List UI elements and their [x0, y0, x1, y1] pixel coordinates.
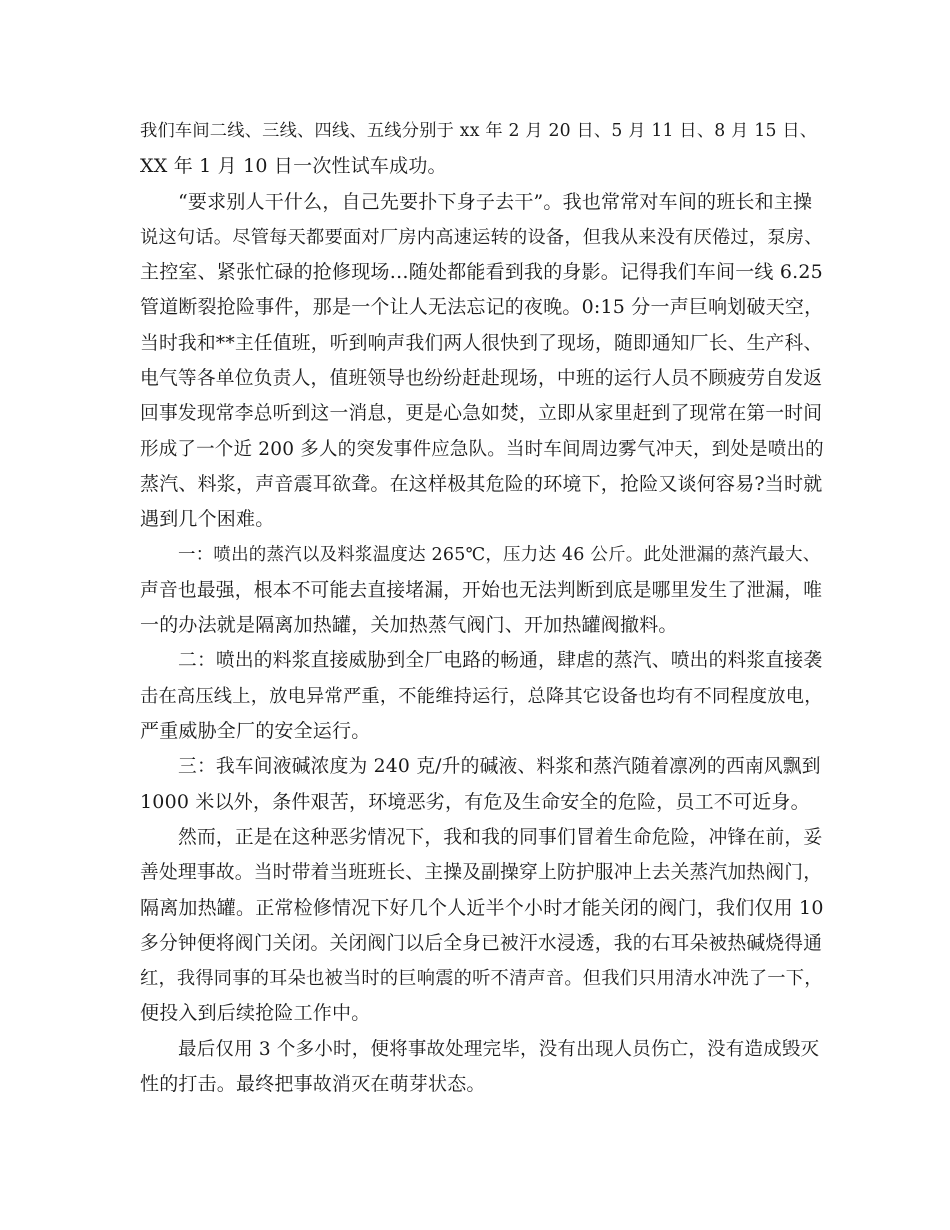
- text-line: 蒸汽、料浆，声音震耳欲聋。在这样极其危险的环境下，抢险又谈何容易?当时就: [140, 472, 823, 495]
- text-line: 我们车间二线、三线、四线、五线分别于 xx 年 2 月 20 日、5 月 11 日、8 月 15 日、: [140, 121, 818, 141]
- text-line: 形成了一个近 200 多人的突发事件应急队。当时车间周边雾气冲天，到处是喷出的: [140, 438, 824, 460]
- text-line: 一：喷出的蒸汽以及料浆温度达 265℃，压力达 46 公斤。此处泄漏的蒸汽最大、: [178, 544, 821, 565]
- text-line: 三：我车间液碱浓度为 240 克/升的碱液、料浆和蒸汽随着凛冽的西南风飘到: [178, 756, 821, 778]
- text-line: 隔离加热罐。正常检修情况下好几个人近半个小时才能关闭的阀门，我们仅用 10: [140, 896, 824, 919]
- text-line: 最后仅用 3 个多小时，便将事故处理完毕，没有出现人员伤亡，没有造成毁灭: [178, 1038, 820, 1060]
- text-line: 便投入到后续抢险工作中。: [140, 1002, 371, 1025]
- document-body: [140, 114, 826, 1102]
- text-line: 二：喷出的料浆直接威胁到全厂电路的畅通，肆虐的蒸汽、喷出的料浆直接袭: [178, 650, 823, 672]
- text-line: 红，我得同事的耳朵也被当时的巨响震的听不清声音。但我们只用清水冲洗了一下，: [140, 968, 823, 990]
- text-line: 善处理事故。当时带着当班班长、主操及副操穿上防护服冲上去关蒸汽加热阀门，: [140, 862, 823, 884]
- text-line: 多分钟便将阀门关闭。关闭阀门以后全身已被汗水浸透，我的右耳朵被热碱烧得通: [140, 932, 823, 954]
- text-line: 击在高压线上，放电异常严重，不能维持运行，总降其它设备也均有不同程度放电，: [140, 685, 823, 707]
- text-line: 一的办法就是隔离加热罐，关加热蒸气阀门、开加热罐阀撤料。: [140, 614, 678, 637]
- text-line: 性的打击。最终把事故消灭在萌芽状态。: [140, 1073, 486, 1096]
- text-line: 说这句话。尽管每天都要面对厂房内高速运转的设备，但我从来没有厌倦过，泵房、: [140, 226, 823, 248]
- text-line: 然而，正是在这种恶劣情况下，我和我的同事们冒着生命危险，冲锋在前，妥: [178, 826, 823, 848]
- text-line: “要求别人干什么，自己先要扑下身子去干”。我也常常对车间的班长和主操: [178, 190, 813, 213]
- text-line: 遇到几个困难。: [140, 508, 275, 531]
- text-line: 声音也最强，根本不可能去直接堵漏，开始也无法判断到底是哪里发生了泄漏，唯: [140, 579, 823, 601]
- text-line: 管道断裂抢险事件，那是一个让人无法忘记的夜晚。0:15 分一声巨响划破天空，: [140, 296, 824, 319]
- text-line: XX 年 1 月 10 日一次性试车成功。: [140, 155, 447, 178]
- text-line: 严重威胁全厂的安全运行。: [140, 720, 371, 743]
- text-line: 1000 米以外，条件艰苦，环境恶劣，有危及生命安全的危险，员工不可近身。: [140, 790, 810, 813]
- text-line: 回事发现常李总听到这一消息，更是心急如焚，立即从家里赶到了现常在第一时间: [140, 403, 823, 425]
- text-line: 当时我和**主任值班，听到响声我们两人很快到了现场，随即通知厂长、生产科、: [140, 332, 823, 354]
- text-line: 主控室、紧张忙碌的抢修现场…随处都能看到我的身影。记得我们车间一线 6.25: [140, 261, 823, 284]
- text-line: 电气等各单位负责人，值班领导也纷纷赶赴现场，中班的运行人员不顾疲劳自发返: [140, 368, 823, 390]
